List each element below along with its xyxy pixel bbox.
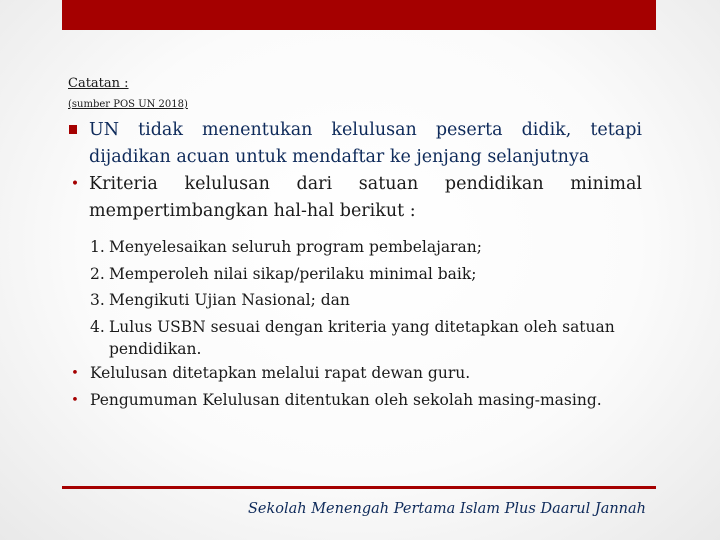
footer-divider <box>62 486 656 489</box>
square-bullet-icon <box>69 125 77 134</box>
bullet-text: Kelulusan ditetapkan melalui rapat dewan guru. <box>90 364 471 382</box>
note-source: (sumber POS UN 2018) <box>68 99 188 110</box>
criteria-item <box>90 314 650 360</box>
criteria-number: 4. <box>90 317 105 336</box>
dot-bullet-icon: • <box>71 393 79 408</box>
criteria-text: Memperoleh nilai sikap/perilaku minimal baik; <box>109 264 477 283</box>
criteria-number: 3. <box>90 291 105 309</box>
criteria-item <box>90 234 650 261</box>
criteria-item <box>90 261 650 288</box>
dot-bullet-icon: • <box>70 176 80 192</box>
criteria-text: Mengikuti Ujian Nasional; dan <box>109 291 350 309</box>
main-bullet-list <box>68 117 642 225</box>
bullet-item-graduation-announcement <box>68 387 668 414</box>
bullet-text: Kriteria kelulusan dari satuan pendidikan minimal mempertimbangkan hal-hal berikut : <box>89 174 642 221</box>
criteria-text: Menyelesaikan seluruh program pembelajaran; <box>109 238 482 256</box>
header-accent-bar <box>62 0 656 30</box>
criteria-list <box>90 234 650 360</box>
bullet-item-un-role <box>68 117 642 171</box>
bullet-item-graduation-criteria <box>68 171 642 225</box>
lower-bullet-list <box>68 360 668 414</box>
criteria-number: 1. <box>90 238 105 256</box>
criteria-number: 2. <box>90 264 105 283</box>
dot-bullet-icon: • <box>71 366 79 381</box>
bullet-text: UN tidak menentukan kelulusan peserta didik, tetapi dijadikan acuan untuk mendaftar ke jenjang selanjutnya <box>89 120 642 167</box>
bullet-text: Pengumuman Kelulusan ditentukan oleh sekolah masing-masing. <box>90 391 602 409</box>
criteria-text: Lulus USBN sesuai dengan kriteria yang ditetapkan oleh satuan pendidikan. <box>109 317 615 358</box>
note-title: Catatan : <box>68 76 129 91</box>
footer-school-name: Sekolah Menengah Pertama Islam Plus Daarul Jannah <box>247 501 646 517</box>
criteria-item <box>90 287 650 314</box>
bullet-item-graduation-meeting <box>68 360 668 387</box>
